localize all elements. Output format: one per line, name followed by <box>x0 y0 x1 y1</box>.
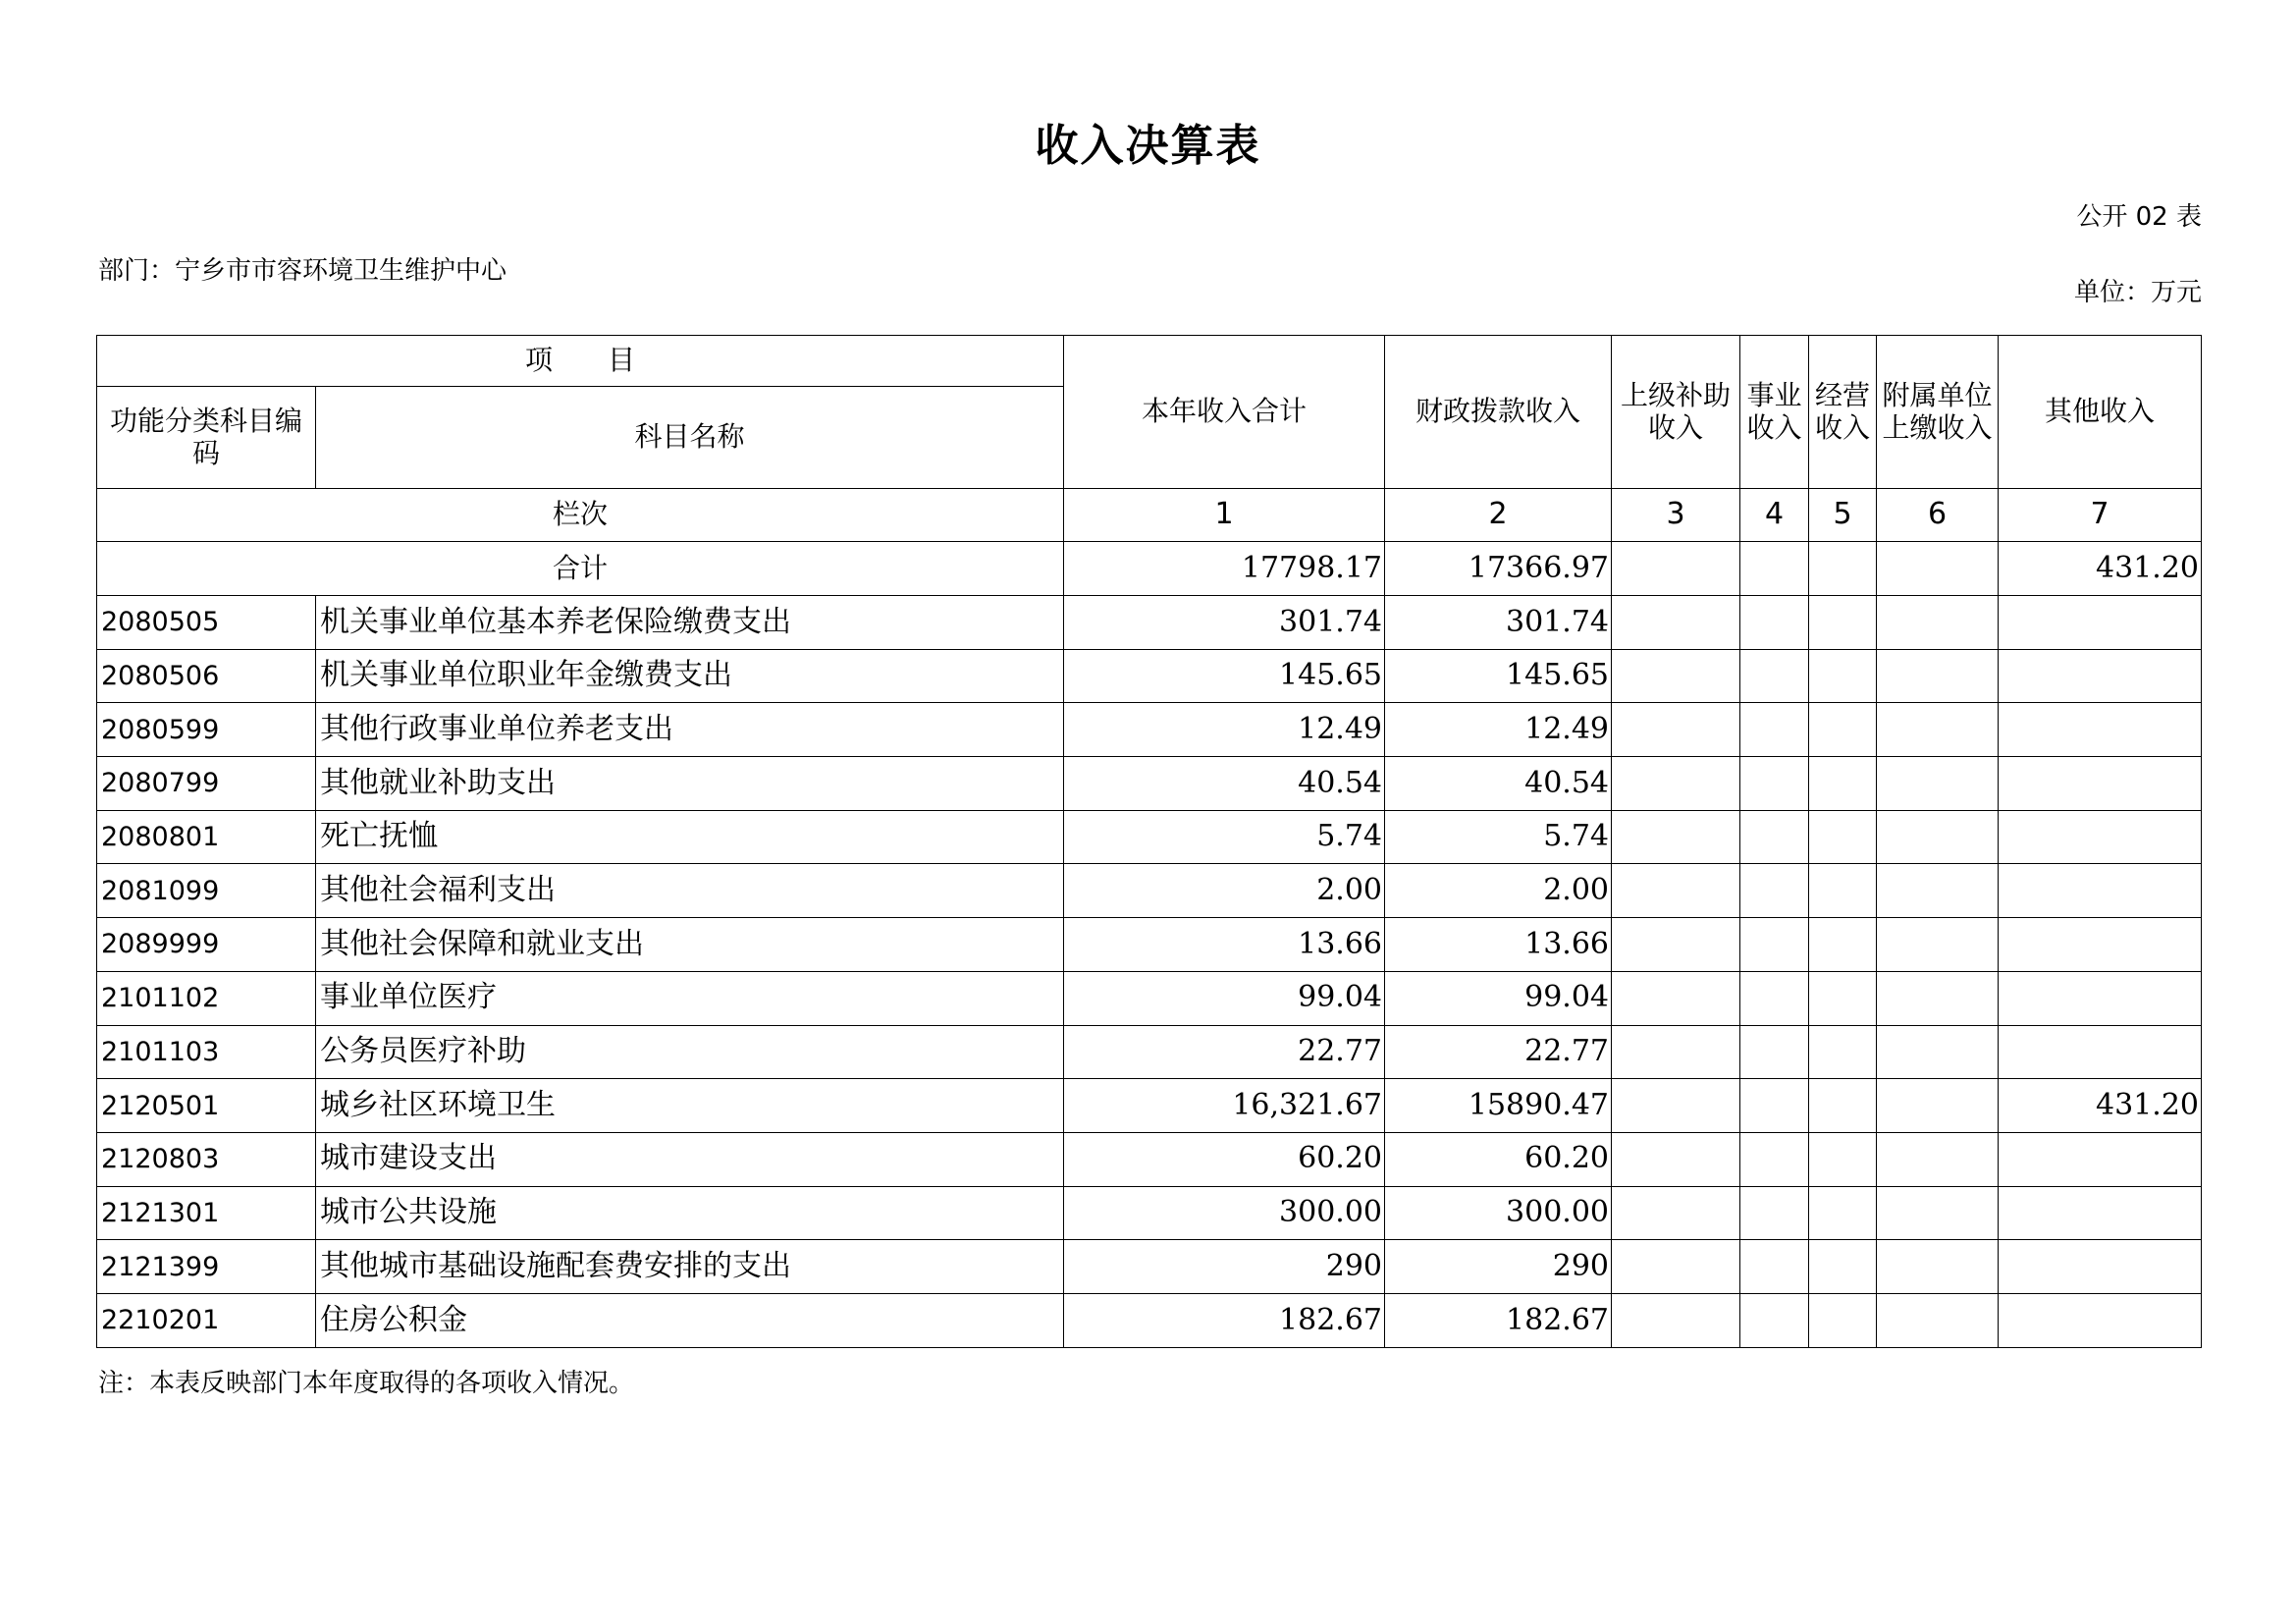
column-number-label: 栏次 <box>97 489 1064 542</box>
row-business <box>1740 1025 1809 1079</box>
row-other <box>1999 971 2202 1025</box>
row-code: 2101102 <box>97 971 316 1025</box>
table-row <box>97 649 2202 703</box>
row-code: 2080799 <box>97 757 316 811</box>
total-row <box>97 542 2202 596</box>
row-code: 2121399 <box>97 1240 316 1294</box>
row-upper-subsidy <box>1612 864 1740 918</box>
row-affiliated <box>1877 1240 1999 1294</box>
page-title: 收入决算表 <box>1035 121 1261 171</box>
total-operating <box>1809 542 1877 596</box>
table-row <box>97 1186 2202 1240</box>
header-upper-subsidy: 上级补助收入 <box>1612 336 1740 489</box>
header-project: 项 目 <box>97 336 1064 387</box>
row-other <box>1999 1025 2202 1079</box>
row-other <box>1999 918 2202 972</box>
row-operating <box>1809 1186 1877 1240</box>
row-upper-subsidy <box>1612 1186 1740 1240</box>
row-fiscal: 290 <box>1385 1240 1612 1294</box>
header-operating: 经营收入 <box>1809 336 1877 489</box>
footnote: 注：本表反映部门本年度取得的各项收入情况。 <box>98 1369 635 1398</box>
row-total: 22.77 <box>1064 1025 1385 1079</box>
row-name: 住房公积金 <box>316 1293 1064 1347</box>
total-label: 合计 <box>97 542 1064 596</box>
row-upper-subsidy <box>1612 1079 1740 1133</box>
row-other: 431.20 <box>1999 1079 2202 1133</box>
column-number: 1 <box>1064 489 1385 542</box>
row-upper-subsidy <box>1612 1293 1740 1347</box>
row-code: 2080801 <box>97 810 316 864</box>
row-fiscal: 182.67 <box>1385 1293 1612 1347</box>
row-operating <box>1809 810 1877 864</box>
row-name: 其他城市基础设施配套费安排的支出 <box>316 1240 1064 1294</box>
row-business <box>1740 810 1809 864</box>
row-business <box>1740 864 1809 918</box>
column-number: 3 <box>1612 489 1740 542</box>
table-row <box>97 596 2202 650</box>
table-row <box>97 757 2202 811</box>
row-total: 300.00 <box>1064 1186 1385 1240</box>
row-upper-subsidy <box>1612 1025 1740 1079</box>
row-business <box>1740 971 1809 1025</box>
row-other <box>1999 1186 2202 1240</box>
row-total: 12.49 <box>1064 703 1385 757</box>
table-row <box>97 810 2202 864</box>
row-business <box>1740 596 1809 650</box>
row-affiliated <box>1877 810 1999 864</box>
table-row <box>97 918 2202 972</box>
row-affiliated <box>1877 1132 1999 1186</box>
row-other <box>1999 757 2202 811</box>
row-operating <box>1809 1079 1877 1133</box>
row-other <box>1999 1132 2202 1186</box>
row-other <box>1999 1240 2202 1294</box>
row-affiliated <box>1877 918 1999 972</box>
row-operating <box>1809 703 1877 757</box>
row-code: 2120501 <box>97 1079 316 1133</box>
row-upper-subsidy <box>1612 596 1740 650</box>
row-other <box>1999 703 2202 757</box>
row-code: 2121301 <box>97 1186 316 1240</box>
income-table <box>96 335 2202 1348</box>
row-affiliated <box>1877 1186 1999 1240</box>
row-code: 2081099 <box>97 864 316 918</box>
row-upper-subsidy <box>1612 649 1740 703</box>
row-total: 40.54 <box>1064 757 1385 811</box>
row-affiliated <box>1877 703 1999 757</box>
row-operating <box>1809 649 1877 703</box>
row-name: 城市建设支出 <box>316 1132 1064 1186</box>
total-fiscal: 17366.97 <box>1385 542 1612 596</box>
row-business <box>1740 1132 1809 1186</box>
row-name: 事业单位医疗 <box>316 971 1064 1025</box>
row-fiscal: 22.77 <box>1385 1025 1612 1079</box>
total-upper-subsidy <box>1612 542 1740 596</box>
row-operating <box>1809 1132 1877 1186</box>
row-name: 其他社会福利支出 <box>316 864 1064 918</box>
row-upper-subsidy <box>1612 918 1740 972</box>
header-affiliated: 附属单位上缴收入 <box>1877 336 1999 489</box>
row-operating <box>1809 1293 1877 1347</box>
row-affiliated <box>1877 971 1999 1025</box>
total-affiliated <box>1877 542 1999 596</box>
row-other <box>1999 810 2202 864</box>
row-other <box>1999 596 2202 650</box>
header-total: 本年收入合计 <box>1064 336 1385 489</box>
row-business <box>1740 1240 1809 1294</box>
row-operating <box>1809 918 1877 972</box>
row-fiscal: 13.66 <box>1385 918 1612 972</box>
row-fiscal: 5.74 <box>1385 810 1612 864</box>
row-upper-subsidy <box>1612 971 1740 1025</box>
row-affiliated <box>1877 649 1999 703</box>
column-number: 5 <box>1809 489 1877 542</box>
row-name: 其他行政事业单位养老支出 <box>316 703 1064 757</box>
header-business: 事业收入 <box>1740 336 1809 489</box>
total-business <box>1740 542 1809 596</box>
unit-label: 单位：万元 <box>2073 278 2202 307</box>
row-total: 60.20 <box>1064 1132 1385 1186</box>
row-fiscal: 15890.47 <box>1385 1079 1612 1133</box>
row-total: 16,321.67 <box>1064 1079 1385 1133</box>
row-fiscal: 60.20 <box>1385 1132 1612 1186</box>
column-number: 2 <box>1385 489 1612 542</box>
row-fiscal: 301.74 <box>1385 596 1612 650</box>
row-upper-subsidy <box>1612 757 1740 811</box>
row-total: 290 <box>1064 1240 1385 1294</box>
table-row <box>97 1079 2202 1133</box>
row-name: 死亡抚恤 <box>316 810 1064 864</box>
row-total: 99.04 <box>1064 971 1385 1025</box>
row-other <box>1999 1293 2202 1347</box>
row-name: 其他社会保障和就业支出 <box>316 918 1064 972</box>
row-fiscal: 300.00 <box>1385 1186 1612 1240</box>
row-code: 2210201 <box>97 1293 316 1347</box>
row-name: 城乡社区环境卫生 <box>316 1079 1064 1133</box>
table-row <box>97 1240 2202 1294</box>
header-other: 其他收入 <box>1999 336 2202 489</box>
row-total: 145.65 <box>1064 649 1385 703</box>
row-total: 13.66 <box>1064 918 1385 972</box>
row-operating <box>1809 596 1877 650</box>
table-row <box>97 864 2202 918</box>
row-code: 2089999 <box>97 918 316 972</box>
row-code: 2080505 <box>97 596 316 650</box>
row-code: 2080506 <box>97 649 316 703</box>
row-business <box>1740 918 1809 972</box>
row-code: 2080599 <box>97 703 316 757</box>
row-other <box>1999 864 2202 918</box>
table-row <box>97 1293 2202 1347</box>
row-total: 5.74 <box>1064 810 1385 864</box>
row-total: 2.00 <box>1064 864 1385 918</box>
column-number: 7 <box>1999 489 2202 542</box>
row-business <box>1740 1186 1809 1240</box>
row-upper-subsidy <box>1612 810 1740 864</box>
row-name: 其他就业补助支出 <box>316 757 1064 811</box>
table-row <box>97 703 2202 757</box>
row-operating <box>1809 864 1877 918</box>
row-business <box>1740 1293 1809 1347</box>
table-number: 公开 02 表 <box>2076 202 2202 232</box>
row-fiscal: 2.00 <box>1385 864 1612 918</box>
row-affiliated <box>1877 1293 1999 1347</box>
table-row <box>97 1025 2202 1079</box>
row-total: 301.74 <box>1064 596 1385 650</box>
row-name: 城市公共设施 <box>316 1186 1064 1240</box>
total-other: 431.20 <box>1999 542 2202 596</box>
row-name: 公务员医疗补助 <box>316 1025 1064 1079</box>
row-fiscal: 145.65 <box>1385 649 1612 703</box>
row-business <box>1740 757 1809 811</box>
header-name: 科目名称 <box>316 387 1064 489</box>
row-business <box>1740 703 1809 757</box>
row-operating <box>1809 1025 1877 1079</box>
row-upper-subsidy <box>1612 703 1740 757</box>
row-other <box>1999 649 2202 703</box>
row-upper-subsidy <box>1612 1240 1740 1294</box>
department-label: 部门：宁乡市市容环境卫生维护中心 <box>98 256 507 286</box>
row-code: 2101103 <box>97 1025 316 1079</box>
row-operating <box>1809 1240 1877 1294</box>
row-affiliated <box>1877 596 1999 650</box>
row-affiliated <box>1877 1025 1999 1079</box>
row-affiliated <box>1877 864 1999 918</box>
row-total: 182.67 <box>1064 1293 1385 1347</box>
row-fiscal: 99.04 <box>1385 971 1612 1025</box>
row-operating <box>1809 971 1877 1025</box>
table-row <box>97 1132 2202 1186</box>
header-code: 功能分类科目编码 <box>97 387 316 489</box>
row-upper-subsidy <box>1612 1132 1740 1186</box>
row-fiscal: 40.54 <box>1385 757 1612 811</box>
row-business <box>1740 649 1809 703</box>
header-fiscal: 财政拨款收入 <box>1385 336 1612 489</box>
total-sum: 17798.17 <box>1064 542 1385 596</box>
column-number: 6 <box>1877 489 1999 542</box>
table-row <box>97 971 2202 1025</box>
row-affiliated <box>1877 1079 1999 1133</box>
row-operating <box>1809 757 1877 811</box>
row-name: 机关事业单位基本养老保险缴费支出 <box>316 596 1064 650</box>
row-business <box>1740 1079 1809 1133</box>
row-fiscal: 12.49 <box>1385 703 1612 757</box>
row-name: 机关事业单位职业年金缴费支出 <box>316 649 1064 703</box>
column-number: 4 <box>1740 489 1809 542</box>
row-code: 2120803 <box>97 1132 316 1186</box>
row-affiliated <box>1877 757 1999 811</box>
